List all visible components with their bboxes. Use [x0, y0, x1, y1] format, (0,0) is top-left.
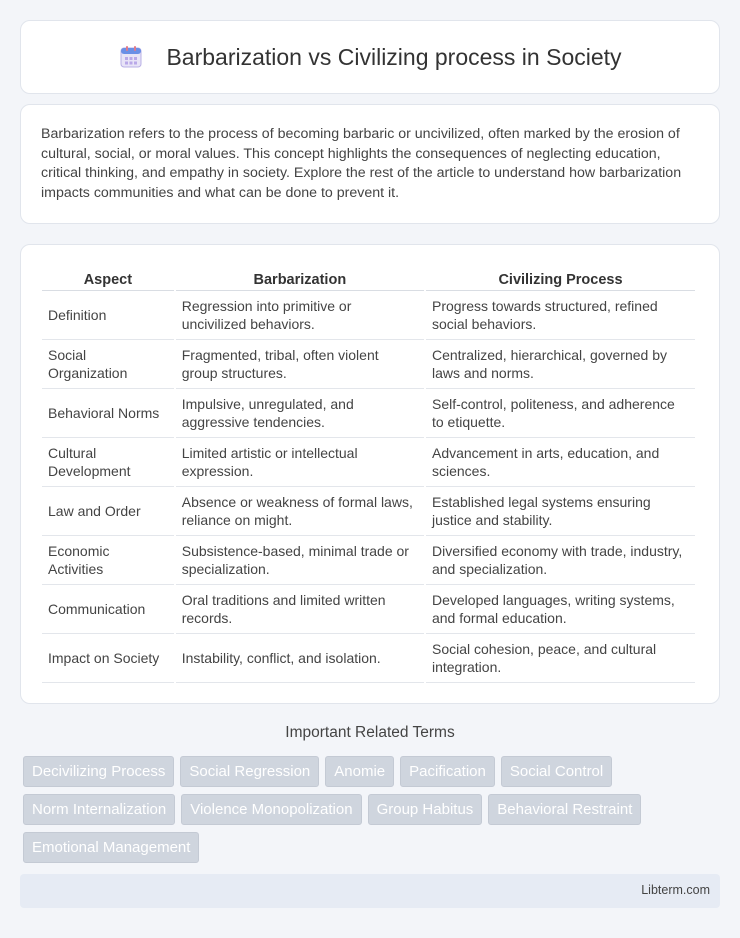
title-card: [20, 20, 720, 94]
row-civilizing: Developed languages, writing systems, and formal education.: [426, 585, 695, 634]
related-term-tag[interactable]: Social Regression: [180, 756, 319, 787]
header-civilizing-process: Civilizing Process: [426, 263, 695, 291]
table-header-row: [42, 263, 695, 291]
related-term-tag[interactable]: Group Habitus: [368, 794, 483, 825]
table-row: [42, 389, 695, 438]
header-barbarization: Barbarization: [176, 263, 424, 291]
row-aspect: Impact on Society: [42, 634, 174, 683]
table-row: [42, 487, 695, 536]
related-term-tag[interactable]: Pacification: [400, 756, 495, 787]
comparison-table-card: [20, 244, 720, 704]
row-barbarization: Subsistence-based, minimal trade or specialization.: [176, 536, 424, 585]
row-civilizing: Social cohesion, peace, and cultural integration.: [426, 634, 695, 683]
row-aspect: Economic Activities: [42, 536, 174, 585]
row-barbarization: Impulsive, unregulated, and aggressive tendencies.: [176, 389, 424, 438]
related-term-tag[interactable]: Anomie: [325, 756, 394, 787]
related-term-tag[interactable]: Norm Internalization: [23, 794, 175, 825]
row-aspect: Cultural Development: [42, 438, 174, 487]
header-aspect: Aspect: [42, 263, 174, 291]
row-aspect: Behavioral Norms: [42, 389, 174, 438]
row-civilizing: Advancement in arts, education, and sciences.: [426, 438, 695, 487]
table-row: [42, 585, 695, 634]
table-row: [42, 291, 695, 340]
related-terms-heading: Important Related Terms: [285, 724, 455, 741]
row-civilizing: Centralized, hierarchical, governed by laws and norms.: [426, 340, 695, 389]
related-term-tag[interactable]: Emotional Management: [23, 832, 199, 863]
row-barbarization: Absence or weakness of formal laws, reliance on might.: [176, 487, 424, 536]
table-row: [42, 634, 695, 683]
row-aspect: Definition: [42, 291, 174, 340]
page-title: Barbarization vs Civilizing process in Society: [166, 43, 622, 70]
related-term-tag[interactable]: Behavioral Restraint: [488, 794, 641, 825]
row-barbarization: Instability, conflict, and isolation.: [176, 634, 424, 683]
footer-bar: [20, 874, 720, 908]
row-barbarization: Regression into primitive or uncivilized behaviors.: [176, 291, 424, 340]
intro-paragraph: Barbarization refers to the process of becoming barbaric or uncivilized, often marked by the erosion of cultural, social, or moral values. This concept highlights the consequences of neglecting education, critical thinking, and empathy in society. Explore the rest of the article to understand how barbarization impacts communities and what can be done to prevent it.: [41, 126, 682, 201]
row-civilizing: Self-control, politeness, and adherence to etiquette.: [426, 389, 695, 438]
row-barbarization: Limited artistic or intellectual expression.: [176, 438, 424, 487]
row-civilizing: Established legal systems ensuring justice and stability.: [426, 487, 695, 536]
row-aspect: Law and Order: [42, 487, 174, 536]
row-civilizing: Diversified economy with trade, industry, and specialization.: [426, 536, 695, 585]
row-barbarization: Fragmented, tribal, often violent group structures.: [176, 340, 424, 389]
table-row: [42, 340, 695, 389]
related-term-tag[interactable]: Violence Monopolization: [181, 794, 361, 825]
table-row: [42, 438, 695, 487]
row-aspect: Social Organization: [42, 340, 174, 389]
row-barbarization: Oral traditions and limited written records.: [176, 585, 424, 634]
related-term-tag[interactable]: Social Control: [501, 756, 612, 787]
comparison-table: [40, 263, 697, 683]
row-civilizing: Progress towards structured, refined social behaviors.: [426, 291, 695, 340]
related-terms-list: [23, 756, 703, 863]
footer-site-link[interactable]: Libterm.com: [641, 883, 710, 897]
row-aspect: Communication: [42, 585, 174, 634]
related-term-tag[interactable]: Decivilizing Process: [23, 756, 174, 787]
table-row: [42, 536, 695, 585]
intro-card: [20, 104, 720, 224]
calendar-icon: [118, 44, 144, 70]
